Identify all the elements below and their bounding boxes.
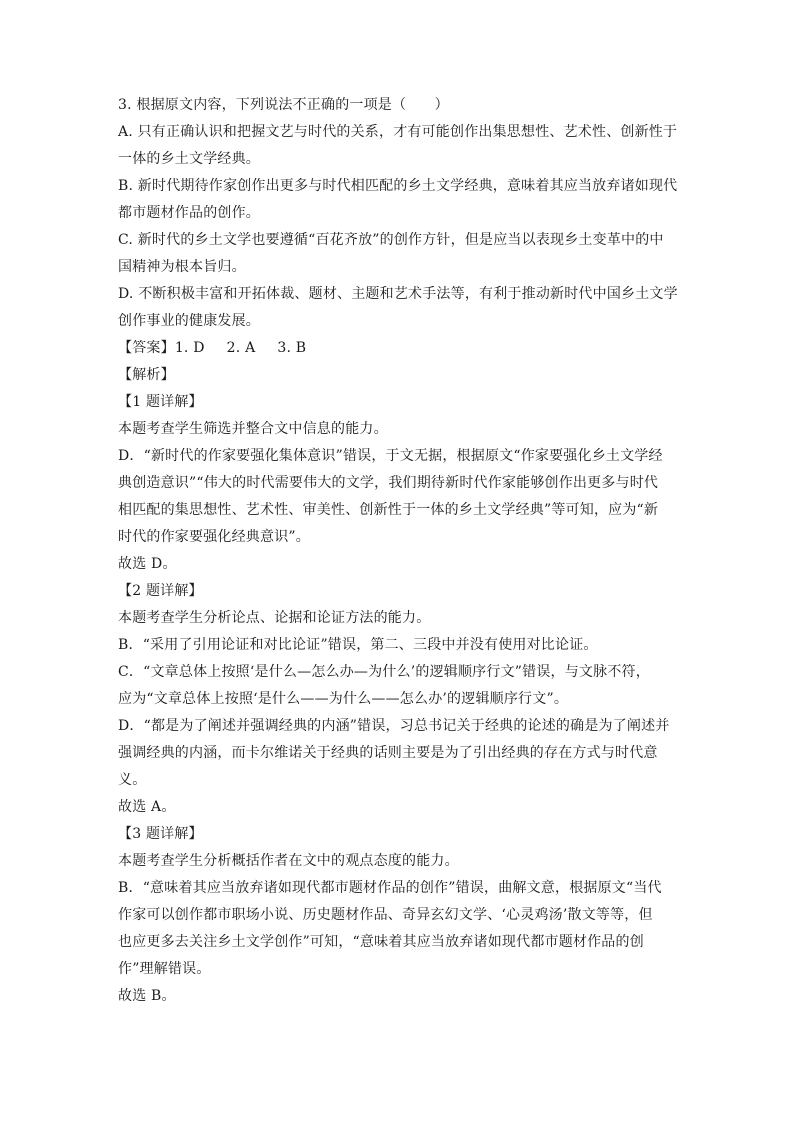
section-line: D．“都是为了阐述并强调经典的内涵”错误，习总书记关于经典的论述的确是为了阐述并: [118, 718, 670, 734]
option-b-line-1: B. 新时代期待作家创作出更多与时代相匹配的乡土文学经典，意味着其应当放弃诸如现代: [118, 178, 678, 194]
answer-item-3: 3. B: [277, 340, 307, 356]
section-title: 【3 题详解】: [118, 826, 203, 842]
section-line: 相匹配的集思想性、艺术性、审美性、创新性于一体的乡土文学经典”等可知，应为“新: [118, 502, 659, 518]
option-d-line-1: D. 不断积极丰富和开拓体裁、题材、主题和艺术手法等，有利于推动新时代中国乡土文学: [118, 286, 678, 302]
section-line: 义。: [118, 772, 147, 788]
section-line: 本题考查学生分析论点、论据和论证方法的能力。: [118, 610, 431, 626]
option-a-line-2: 一体的乡土文学经典。: [118, 151, 260, 167]
section-title: 【1 题详解】: [118, 394, 203, 410]
section-2: [118, 578, 678, 821]
section-line: B．“意味着其应当放弃诸如现代都市题材作品的创作”错误，曲解文意，根据原文“当代: [118, 880, 662, 896]
section-line: B．“采用了引用论证和对比论证”错误，第二、三段中并没有使用对比论证。: [118, 637, 598, 653]
answer-label: 【答案】: [118, 340, 175, 356]
option-a-line-1: A. 只有正确认识和把握文艺与时代的关系，才有可能创作出集思想性、艺术性、创新性于: [118, 124, 678, 140]
option-d-line-2: 创作事业的健康发展。: [118, 313, 260, 329]
section-line: 强调经典的内涵，而卡尔维诺关于经典的话则主要是为了引出经典的存在方式与时代意: [118, 745, 658, 761]
section-line: 故选 B。: [118, 988, 176, 1004]
answer-item-1: 1. D: [174, 340, 205, 356]
answer-row: [118, 335, 678, 362]
section-line: 时代的作家要强化经典意识”。: [118, 529, 310, 545]
section-line: 故选 A。: [118, 799, 176, 815]
section-line: 也应更多去关注乡土文学创作”可知，“意味着其应当放弃诸如现代都市题材作品的创: [118, 934, 644, 950]
section-line: C．“文章总体上按照‘是什么—怎么办—为什么’的逻辑顺序行文”错误，与文脉不符，: [118, 664, 650, 680]
section-line: 应为“文章总体上按照‘是什么——为什么——怎么办’的逻辑顺序行文”。: [118, 691, 569, 707]
section-title: 【2 题详解】: [118, 583, 203, 599]
section-line: D．“新时代的作家要强化集体意识”错误，于文无据，根据原文“作家要强化乡土文学经: [118, 448, 663, 464]
section-line: 典创造意识”“伟大的时代需要伟大的文学，我们期待新时代作家能够创作出更多与时代: [118, 475, 659, 491]
option-c: [118, 227, 678, 281]
option-b: [118, 173, 678, 227]
analysis-label: 【解析】: [118, 367, 175, 383]
section-line: 本题考查学生分析概括作者在文中的观点态度的能力。: [118, 853, 459, 869]
document-body: [118, 92, 678, 1010]
option-c-line-2: 国精神为根本旨归。: [118, 259, 246, 275]
section-3: [118, 821, 678, 1010]
section-line: 作家可以创作都市职场小说、历史题材作品、奇异玄幻文学、‘心灵鸡汤’散文等等，但: [118, 907, 653, 923]
option-d: [118, 281, 678, 335]
option-b-line-2: 都市题材作品的创作。: [118, 205, 260, 221]
section-line: 作”理解错误。: [118, 961, 211, 977]
section-line: 本题考查学生筛选并整合文中信息的能力。: [118, 421, 388, 437]
answer-item-2: 2. A: [226, 340, 256, 356]
question-stem: 3. 根据原文内容，下列说法不正确的一项是（ ）: [118, 97, 449, 113]
section-line: 故选 D。: [118, 556, 177, 572]
section-1: [118, 389, 678, 578]
option-c-line-1: C. 新时代的乡土文学也要遵循“百花齐放”的创作方针，但是应当以表现乡土变革中的中: [118, 232, 664, 248]
option-a: [118, 119, 678, 173]
